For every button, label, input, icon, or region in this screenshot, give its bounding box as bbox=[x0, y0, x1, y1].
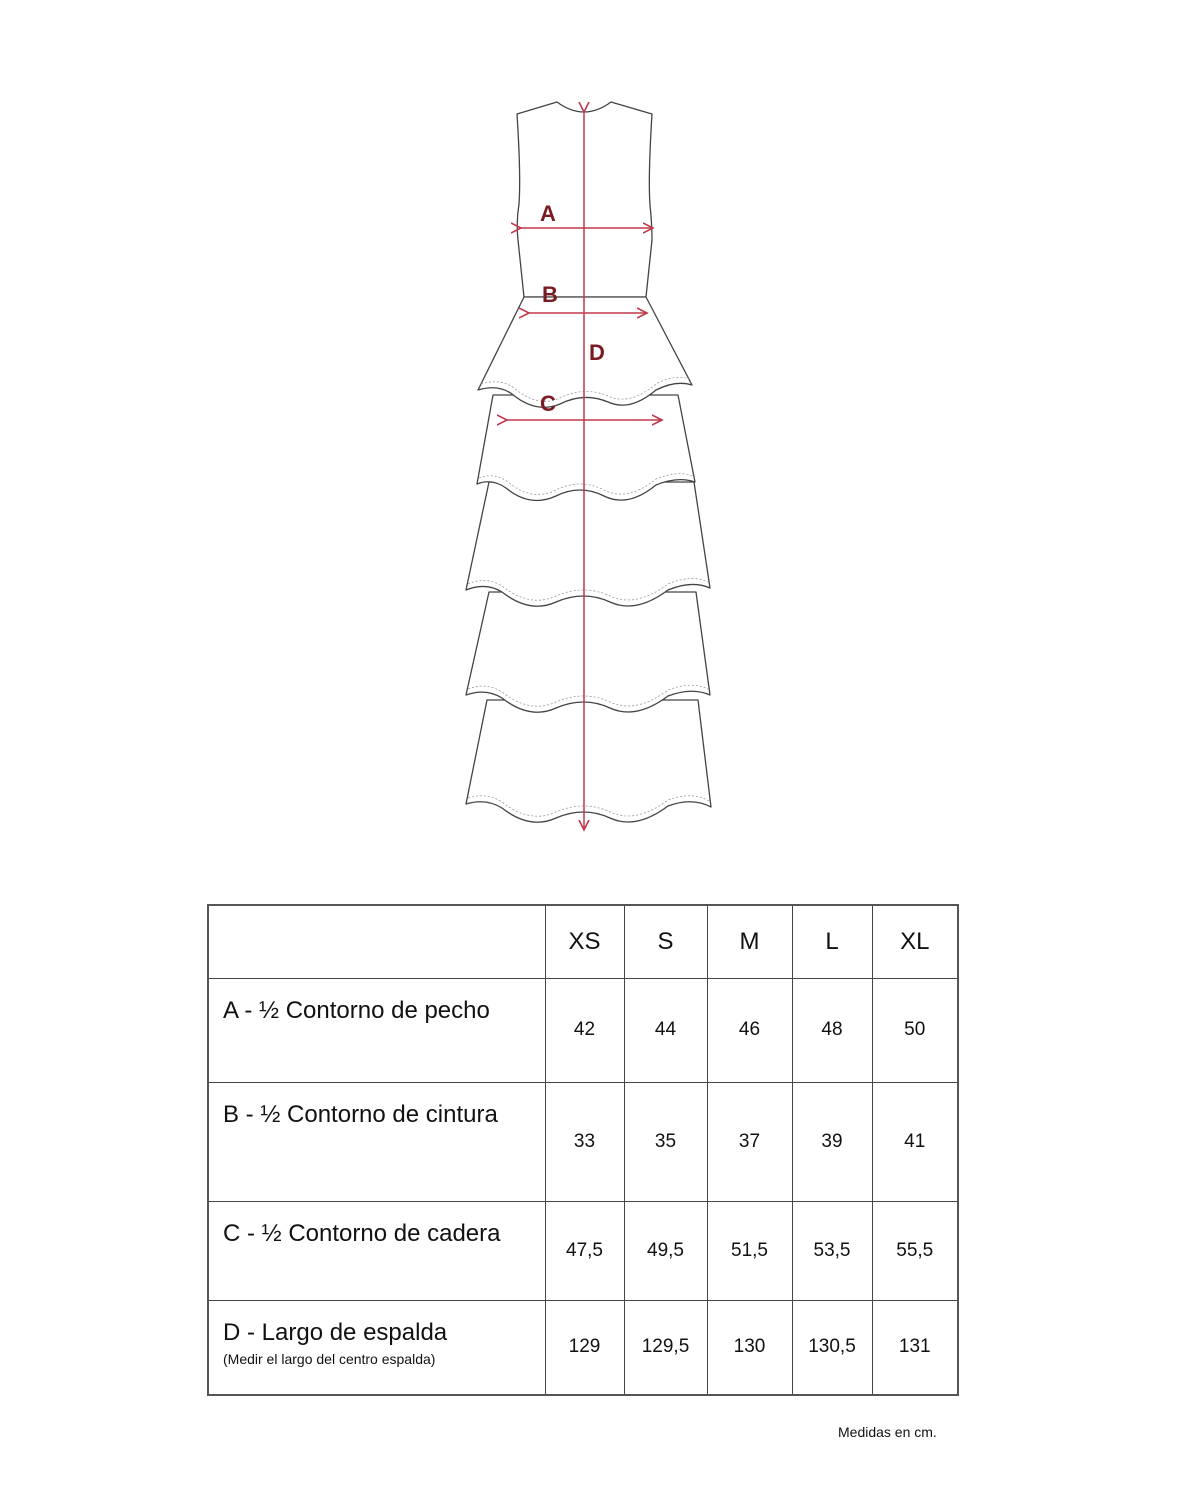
table-cell: 129 bbox=[545, 1300, 624, 1395]
table-corner bbox=[208, 905, 545, 978]
label-d: D bbox=[589, 340, 605, 365]
table-row bbox=[208, 1201, 958, 1300]
table-cell: 48 bbox=[792, 978, 872, 1082]
table-row bbox=[208, 1300, 958, 1395]
tier-3 bbox=[466, 482, 710, 606]
size-header: XS bbox=[545, 905, 624, 978]
table-cell: 44 bbox=[624, 978, 707, 1082]
size-chart-table bbox=[207, 904, 959, 1396]
table-row bbox=[208, 978, 958, 1082]
tier-5 bbox=[466, 700, 711, 822]
table-cell: 53,5 bbox=[792, 1201, 872, 1300]
table-cell: 49,5 bbox=[624, 1201, 707, 1300]
table-header-row bbox=[208, 905, 958, 978]
size-header: M bbox=[707, 905, 792, 978]
row-label: D - Largo de espalda (Medir el largo del centro espalda) bbox=[208, 1300, 545, 1395]
size-header: L bbox=[792, 905, 872, 978]
size-header: XL bbox=[872, 905, 958, 978]
table-cell: 55,5 bbox=[872, 1201, 958, 1300]
row-label: A - ½ Contorno de pecho bbox=[208, 978, 545, 1082]
units-footnote: Medidas en cm. bbox=[838, 1424, 937, 1440]
table-cell: 131 bbox=[872, 1300, 958, 1395]
table-cell: 42 bbox=[545, 978, 624, 1082]
table-cell: 130 bbox=[707, 1300, 792, 1395]
table-cell: 129,5 bbox=[624, 1300, 707, 1395]
label-b: B bbox=[542, 282, 558, 307]
label-c: C bbox=[540, 391, 556, 416]
dress-outline bbox=[466, 102, 711, 822]
table-cell: 33 bbox=[545, 1082, 624, 1201]
table-cell: 50 bbox=[872, 978, 958, 1082]
table-cell: 46 bbox=[707, 978, 792, 1082]
table-cell: 130,5 bbox=[792, 1300, 872, 1395]
size-header: S bbox=[624, 905, 707, 978]
row-label: B - ½ Contorno de cintura bbox=[208, 1082, 545, 1201]
table-cell: 37 bbox=[707, 1082, 792, 1201]
row-label: C - ½ Contorno de cadera bbox=[208, 1201, 545, 1300]
label-a: A bbox=[540, 201, 556, 226]
tier-4 bbox=[466, 592, 710, 712]
table-cell: 39 bbox=[792, 1082, 872, 1201]
table-cell: 41 bbox=[872, 1082, 958, 1201]
table-cell: 51,5 bbox=[707, 1201, 792, 1300]
table-cell: 47,5 bbox=[545, 1201, 624, 1300]
table-cell: 35 bbox=[624, 1082, 707, 1201]
table-row bbox=[208, 1082, 958, 1201]
row-note: (Medir el largo del centro espalda) bbox=[223, 1350, 436, 1367]
